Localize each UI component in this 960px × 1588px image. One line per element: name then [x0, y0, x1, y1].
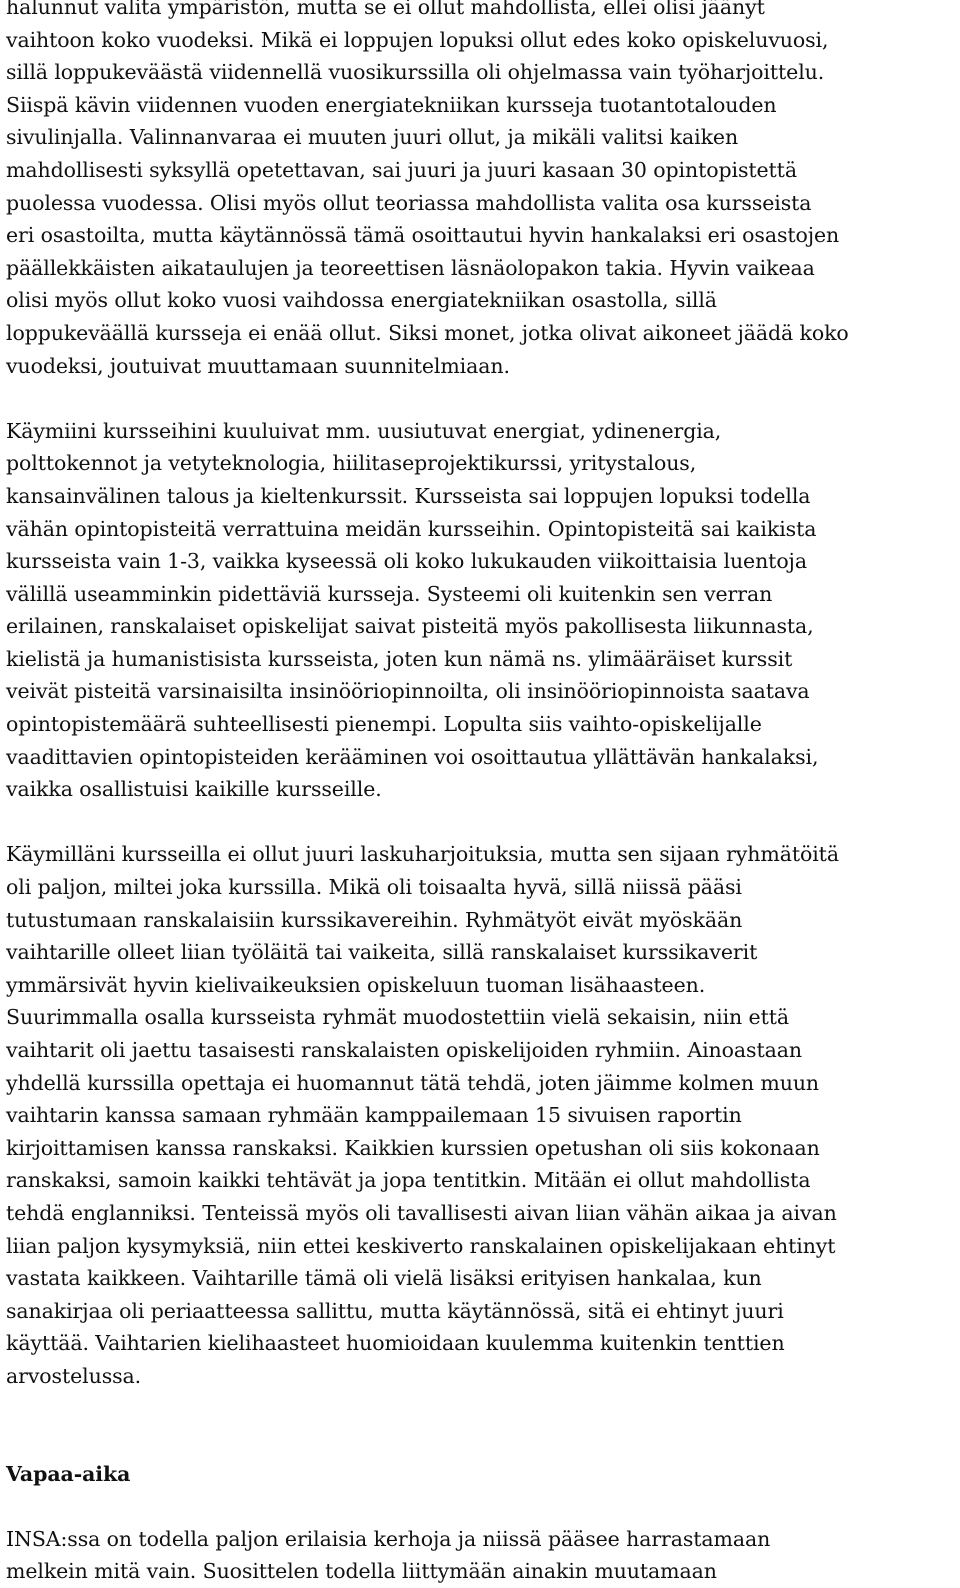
text-line: Siispä kävin viidennen vuoden energiatekniikan kursseja tuotantotalouden — [6, 92, 777, 117]
section-heading: Vapaa-aika — [6, 1461, 131, 1486]
paragraph — [6, 415, 951, 806]
text-line: sanakirjaa oli periaatteessa sallittu, mutta käytännössä, sitä ei ehtinyt juuri — [6, 1298, 784, 1323]
text-line: INSA:ssa on todella paljon erilaisia kerhoja ja niissä pääsee harrastamaan — [6, 1526, 771, 1551]
paragraph — [6, 1523, 951, 1588]
text-line: kursseista vain 1-3, vaikka kyseessä oli koko lukukauden viikoittaisia luentoja — [6, 549, 807, 574]
text-line: vähän opintopisteitä verrattuina meidän kursseihin. Opintopisteitä sai kaikista — [6, 516, 817, 541]
text-line: vaadittavien opintopisteiden kerääminen voi osoittautua yllättävän hankalaksi, — [6, 744, 819, 769]
text-line: kansainvälinen talous ja kieltenkurssit. Kursseista sai loppujen lopuksi todella — [6, 483, 811, 508]
text-line: kirjoittamisen kanssa ranskaksi. Kaikkien kurssien opetushan oli siis kokonaan — [6, 1135, 820, 1160]
text-line: halunnut valita ympäristön, mutta se ei ollut mahdollista, ellei olisi jäänyt — [6, 0, 765, 19]
paragraph — [6, 838, 951, 1392]
text-line: Suurimmalla osalla kursseista ryhmät muodostettiin vielä sekaisin, niin että — [6, 1005, 789, 1030]
paragraph-spacer — [6, 382, 951, 415]
text-line: mahdollisesti syksyllä opetettavan, sai juuri ja juuri kasaan 30 opintopistettä — [6, 157, 797, 182]
text-line: ymmärsivät hyvin kielivaikeuksien opiskeluun tuoman lisähaasteen. — [6, 972, 706, 997]
text-line: vaihtoon koko vuodeksi. Mikä ei loppujen lopuksi ollut edes koko opiskeluvuosi, — [6, 27, 829, 52]
text-line: ranskaksi, samoin kaikki tehtävät ja jopa tentitkin. Mitään ei ollut mahdollista — [6, 1168, 811, 1193]
text-line: Käymilläni kursseilla ei ollut juuri laskuharjoituksia, mutta sen sijaan ryhmätöitä — [6, 842, 839, 867]
text-line: sillä loppukeväästä viidennellä vuosikurssilla oli ohjelmassa vain työharjoittelu. — [6, 60, 825, 85]
text-line: vastata kaikkeen. Vaihtarille tämä oli vielä lisäksi erityisen hankalaa, kun — [6, 1266, 762, 1291]
paragraph — [6, 0, 951, 382]
paragraph-spacer — [6, 1490, 951, 1523]
text-line: kielistä ja humanistisista kursseista, joten kun nämä ns. ylimääräiset kurssit — [6, 646, 793, 671]
text-line: vaihtarille olleet liian työläitä tai vaikeita, sillä ranskalaiset kurssikaverit — [6, 940, 758, 965]
text-line: tehdä englanniksi. Tenteissä myös oli tavallisesti aivan liian vähän aikaa ja aivan — [6, 1200, 837, 1225]
text-line: melkein mitä vain. Suosittelen todella liittymään ainakin muutamaan — [6, 1559, 717, 1584]
text-line: päällekkäisten aikataulujen ja teoreettisen läsnäolopakon takia. Hyvin vaikeaa — [6, 255, 815, 280]
text-line: vaikka osallistuisi kaikille kursseille. — [6, 777, 382, 802]
text-line: veivät pisteitä varsinaisilta insinööriopinnoilta, oli insinööriopinnoista saatava — [6, 679, 810, 704]
text-line: loppukeväällä kursseja ei enää ollut. Siksi monet, jotka olivat aikoneet jäädä koko — [6, 320, 849, 345]
text-line: vaihtarin kanssa samaan ryhmään kamppailemaan 15 sivuisen raportin — [6, 1103, 742, 1128]
text-line: erilainen, ranskalaiset opiskelijat saivat pisteitä myös pakollisesta liikunnasta, — [6, 614, 814, 639]
section-spacer — [6, 1393, 951, 1458]
text-line: puolessa vuodessa. Olisi myös ollut teoriassa mahdollista valita osa kursseista — [6, 190, 812, 215]
text-line: Käymiini kursseihini kuuluivat mm. uusiutuvat energiat, ydinenergia, — [6, 418, 722, 443]
text-line: vaihtarit oli jaettu tasaisesti ranskalaisten opiskelijoiden ryhmiin. Ainoastaan — [6, 1038, 802, 1062]
text-line: tutustumaan ranskalaisiin kurssikavereihin. Ryhmätyöt eivät myöskään — [6, 907, 743, 932]
text-line: liian paljon kysymyksiä, niin ettei keskiverto ranskalainen opiskelijakaan ehtinyt — [6, 1233, 836, 1258]
text-line: sivulinjalla. Valinnanvaraa ei muuten juuri ollut, ja mikäli valitsi kaiken — [6, 125, 739, 150]
text-line: välillä useamminkin pidettäviä kursseja. Systeemi oli kuitenkin sen verran — [6, 581, 773, 606]
text-line: eri osastoilta, mutta käytännössä tämä osoittautui hyvin hankalaksi eri osastojen — [6, 223, 840, 248]
text-line: arvostelussa. — [6, 1363, 142, 1388]
text-line: vuodeksi, joutuivat muuttamaan suunnitelmiaan. — [6, 353, 510, 378]
text-line: opintopistemäärä suhteellisesti pienempi. Lopulta siis vaihto-opiskelijalle — [6, 712, 762, 737]
text-line: polttokennot ja vetyteknologia, hiilitaseprojektikurssi, yritystalous, — [6, 451, 697, 476]
paragraph-spacer — [6, 806, 951, 839]
text-line: olisi myös ollut koko vuosi vaihdossa energiatekniikan osastolla, sillä — [6, 288, 717, 313]
document-page — [6, 0, 951, 1588]
text-line: yhdellä kurssilla opettaja ei huomannut tätä tehdä, joten jäimme kolmen muun — [6, 1070, 820, 1095]
text-line: oli paljon, miltei joka kurssilla. Mikä oli toisaalta hyvä, sillä niissä pääsi — [6, 875, 742, 900]
text-line: käyttää. Vaihtarien kielihaasteet huomioidaan kuulemma kuitenkin tenttien — [6, 1331, 785, 1356]
